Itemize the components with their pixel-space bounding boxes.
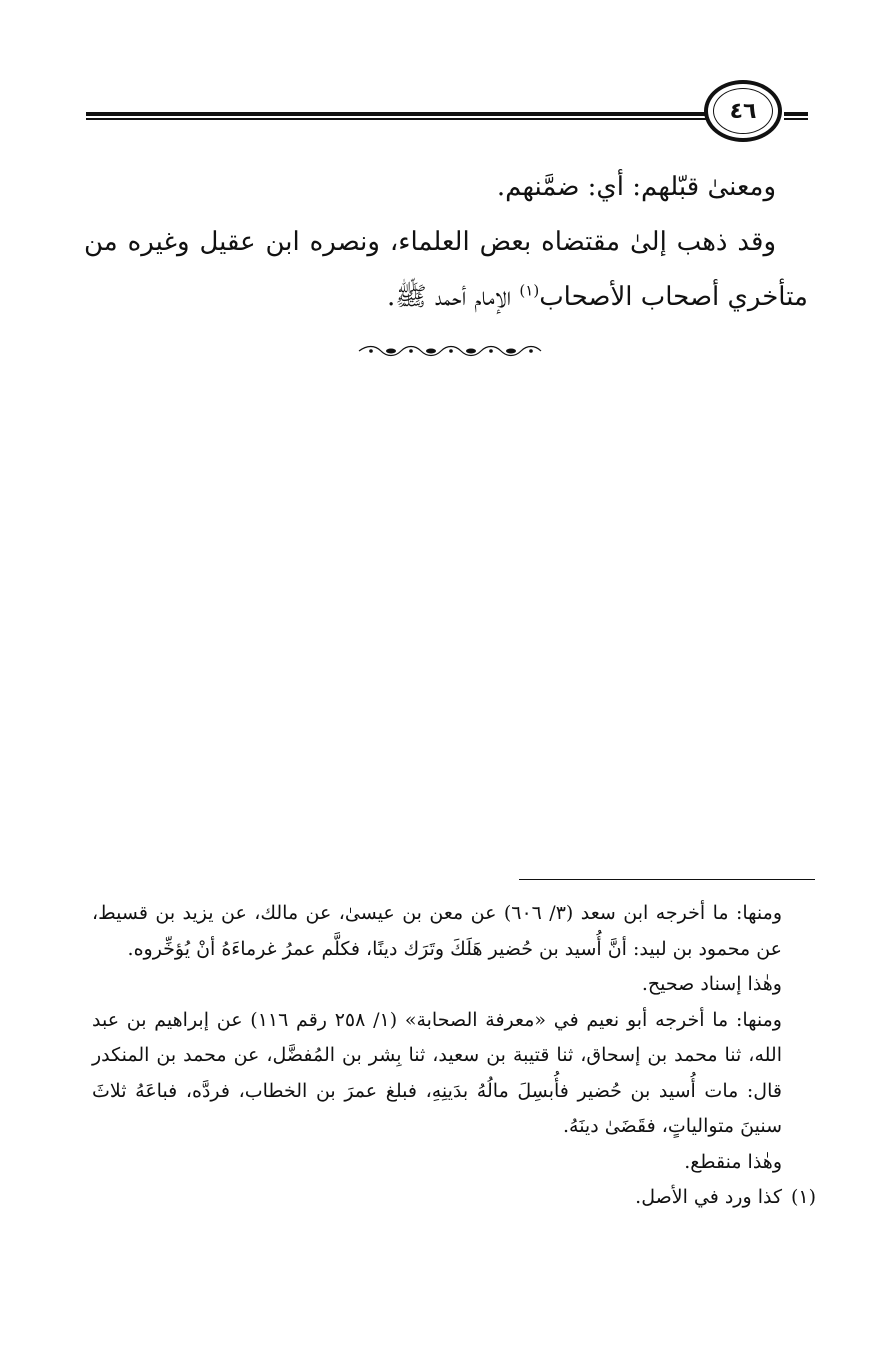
footnote-continued-3: ومنها: ما أخرجه أبو نعيم في «معرفة الصحابة» (١/ ٢٥٨ رقم ١١٦) عن إبراهيم بن عبد الله، ثنا محمد بن إسحاق، ثنا قتيبة بن سعيد، ثنا بِشر بن المُفضَّل، عن محمد بن المنكدر قال: مات أُسيد بن حُضير فأُبسِلَ مالُهُ بدَينِهِ، فبلغ عمرَ بن الخطاب، فردَّه، فباعَهُ ثلاثَ سنينَ متوالياتٍ، فقَضَىٰ دينَهُ. xyxy=(92,1008,782,1137)
footnote-continued-4: وهٰذا منقطع. xyxy=(684,1150,782,1173)
page-number: ٤٦ xyxy=(729,98,757,124)
ornament-divider-icon xyxy=(357,344,543,358)
footnotes xyxy=(92,896,816,1216)
main-paragraph-2 xyxy=(84,215,808,325)
header-rule-thin-line xyxy=(86,118,712,120)
footnote-number: (١) xyxy=(790,1186,816,1208)
page-number-badge xyxy=(704,80,782,142)
main-paragraph-1: ومعنىٰ قبّلهم: أي: ضمَّنهم. xyxy=(496,172,776,202)
header-rule-thick-line xyxy=(86,112,712,116)
main-paragraph-2-text: وقد ذهب إلىٰ مقتضاه بعض العلماء، ونصره ابن عقيل وغيره من متأخري أصحاب الأصحاب xyxy=(84,227,808,312)
header-rule xyxy=(86,109,808,121)
main-paragraph-2-tail: الإمام أحمد ﷺ. xyxy=(387,282,520,312)
footnote-entry xyxy=(92,1180,816,1216)
footnote-reference[interactable]: (١) xyxy=(519,281,540,300)
footnote-continued-2: وهٰذا إسناد صحيح. xyxy=(641,973,782,995)
footnote-text: كذا ورد في الأصل. xyxy=(635,1186,782,1208)
footnote-continued-1: ومنها: ما أخرجه ابن سعد (٣/ ٦٠٦) عن معن بن عيسىٰ، عن مالك، عن يزيد بن قسيط، عن محمود بن لبيد: أنَّ أُسيد بن حُضير هَلَكَ وتَرَك دينًا، فكلَّم عمرُ غرماءَهُ أنْ يُؤخِّروه. xyxy=(92,902,782,960)
footnote-separator xyxy=(519,879,815,880)
main-text xyxy=(84,160,808,325)
header-rule-end-thick xyxy=(784,112,808,116)
header-rule-end-thin xyxy=(784,118,808,120)
